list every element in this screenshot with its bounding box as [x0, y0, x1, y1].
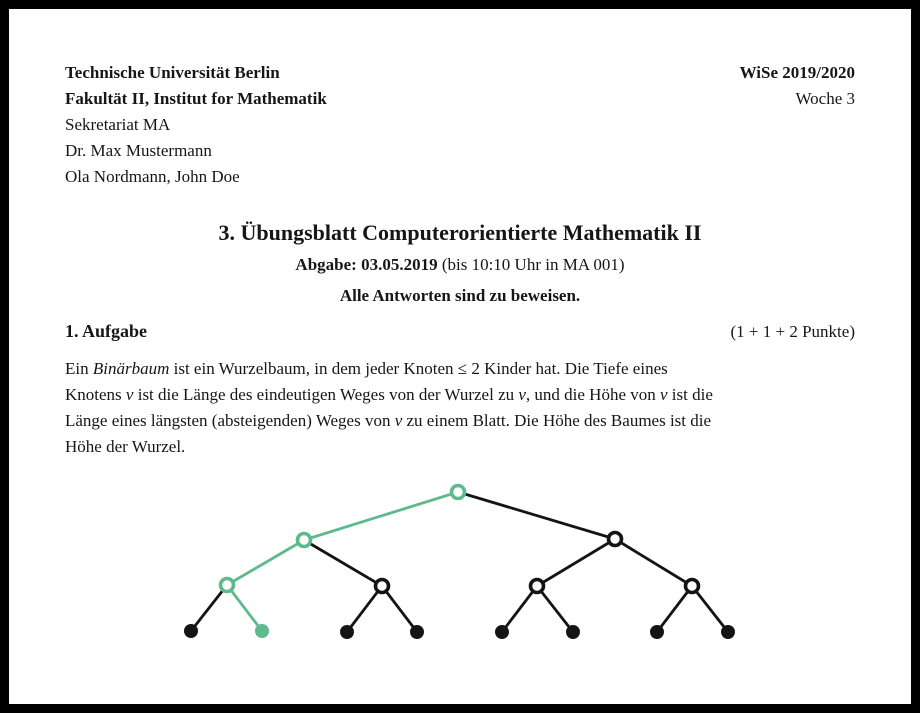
- text-run: ist die: [667, 385, 713, 404]
- text-run: , und die Höhe von: [525, 385, 660, 404]
- tree-edge: [458, 492, 615, 539]
- tree-leaf-node: [495, 625, 509, 639]
- text-run: Höhe der Wurzel.: [65, 437, 186, 456]
- tree-leaf-node: [566, 625, 580, 639]
- tree-edge: [191, 585, 227, 631]
- assistants-line: Ola Nordmann, John Doe: [65, 167, 240, 186]
- tree-edge: [657, 586, 692, 632]
- document-header: [65, 60, 855, 190]
- week-label: Woche 3: [795, 89, 855, 108]
- tree-edge: [502, 586, 537, 632]
- institution-name: Technische Universität Berlin: [65, 63, 280, 82]
- instruction-note: Alle Antworten sind zu beweisen.: [339, 286, 581, 305]
- tree-leaf-node: [650, 625, 664, 639]
- paragraph-line: [65, 434, 855, 460]
- tree-edge: [227, 540, 304, 585]
- page-title: 3. Übungsblatt Computerorientierte Mathematik II: [218, 220, 702, 245]
- exercise-label: 1. Aufgabe: [65, 321, 148, 341]
- tree-internal-node: [686, 580, 699, 593]
- exercise-heading-row: [65, 318, 855, 345]
- exercise-points: (1 + 1 + 2 Punkte): [730, 322, 855, 341]
- deadline-details: (bis 10:10 Uhr in MA 001): [437, 255, 625, 274]
- secretariat-line: Sekretariat MA: [65, 115, 171, 134]
- tree-edge: [347, 586, 382, 632]
- lecturer-line: Dr. Max Mustermann: [65, 141, 212, 160]
- tree-edge: [615, 539, 692, 586]
- paragraph-line: [65, 408, 855, 434]
- tree-leaf-node: [410, 625, 424, 639]
- tree-edge: [227, 585, 262, 631]
- tree-edge: [382, 586, 417, 632]
- tree-edge: [537, 539, 615, 586]
- tree-edge: [304, 540, 382, 586]
- tree-internal-node: [221, 579, 234, 592]
- tree-leaf-node: [184, 624, 198, 638]
- title-block: [65, 217, 855, 311]
- emphasized-text-run: Binärbaum: [92, 359, 170, 378]
- text-run: Knotens: [65, 385, 126, 404]
- text-run: ist die Länge des eindeutigen Weges von der Wurzel zu: [133, 385, 519, 404]
- paragraph-line: [65, 356, 855, 382]
- tree-edge: [304, 492, 458, 540]
- deadline-line: [65, 249, 855, 280]
- text-run: Ein: [65, 359, 93, 378]
- tree-edge: [692, 586, 728, 632]
- tree-internal-node: [298, 534, 311, 547]
- text-run: zu einem Blatt. Die Höhe des Baumes ist die: [402, 411, 712, 430]
- tree-internal-node: [531, 580, 544, 593]
- semester-label: WiSe 2019/2020: [739, 63, 855, 82]
- emphasized-text-run: v: [394, 411, 403, 430]
- tree-internal-node: [609, 533, 622, 546]
- deadline-date: Abgabe: 03.05.2019: [295, 255, 438, 274]
- tree-leaf-node: [721, 625, 735, 639]
- text-run: ist ein Wurzelbaum, in dem jeder Knoten ≤ 2 Kinder hat. Die Tiefe eines: [169, 359, 668, 378]
- header-left-block: [65, 60, 327, 190]
- emphasized-text-run: v: [518, 385, 526, 404]
- paragraph-line: [65, 382, 855, 408]
- emphasized-text-run: v: [125, 385, 134, 404]
- tree-edge: [537, 586, 573, 632]
- tree-internal-node: [452, 486, 465, 499]
- exercise-paragraph: [65, 356, 855, 460]
- text-run: Länge eines längsten (absteigenden) Weges von: [65, 411, 395, 430]
- document-content: [65, 60, 855, 460]
- faculty-name: Fakultät II, Institut for Mathematik: [65, 89, 327, 108]
- tree-leaf-node: [255, 624, 269, 638]
- tree-leaf-node: [340, 625, 354, 639]
- emphasized-text-run: v: [660, 385, 668, 404]
- tree-internal-node: [376, 580, 389, 593]
- header-right-block: [740, 60, 855, 190]
